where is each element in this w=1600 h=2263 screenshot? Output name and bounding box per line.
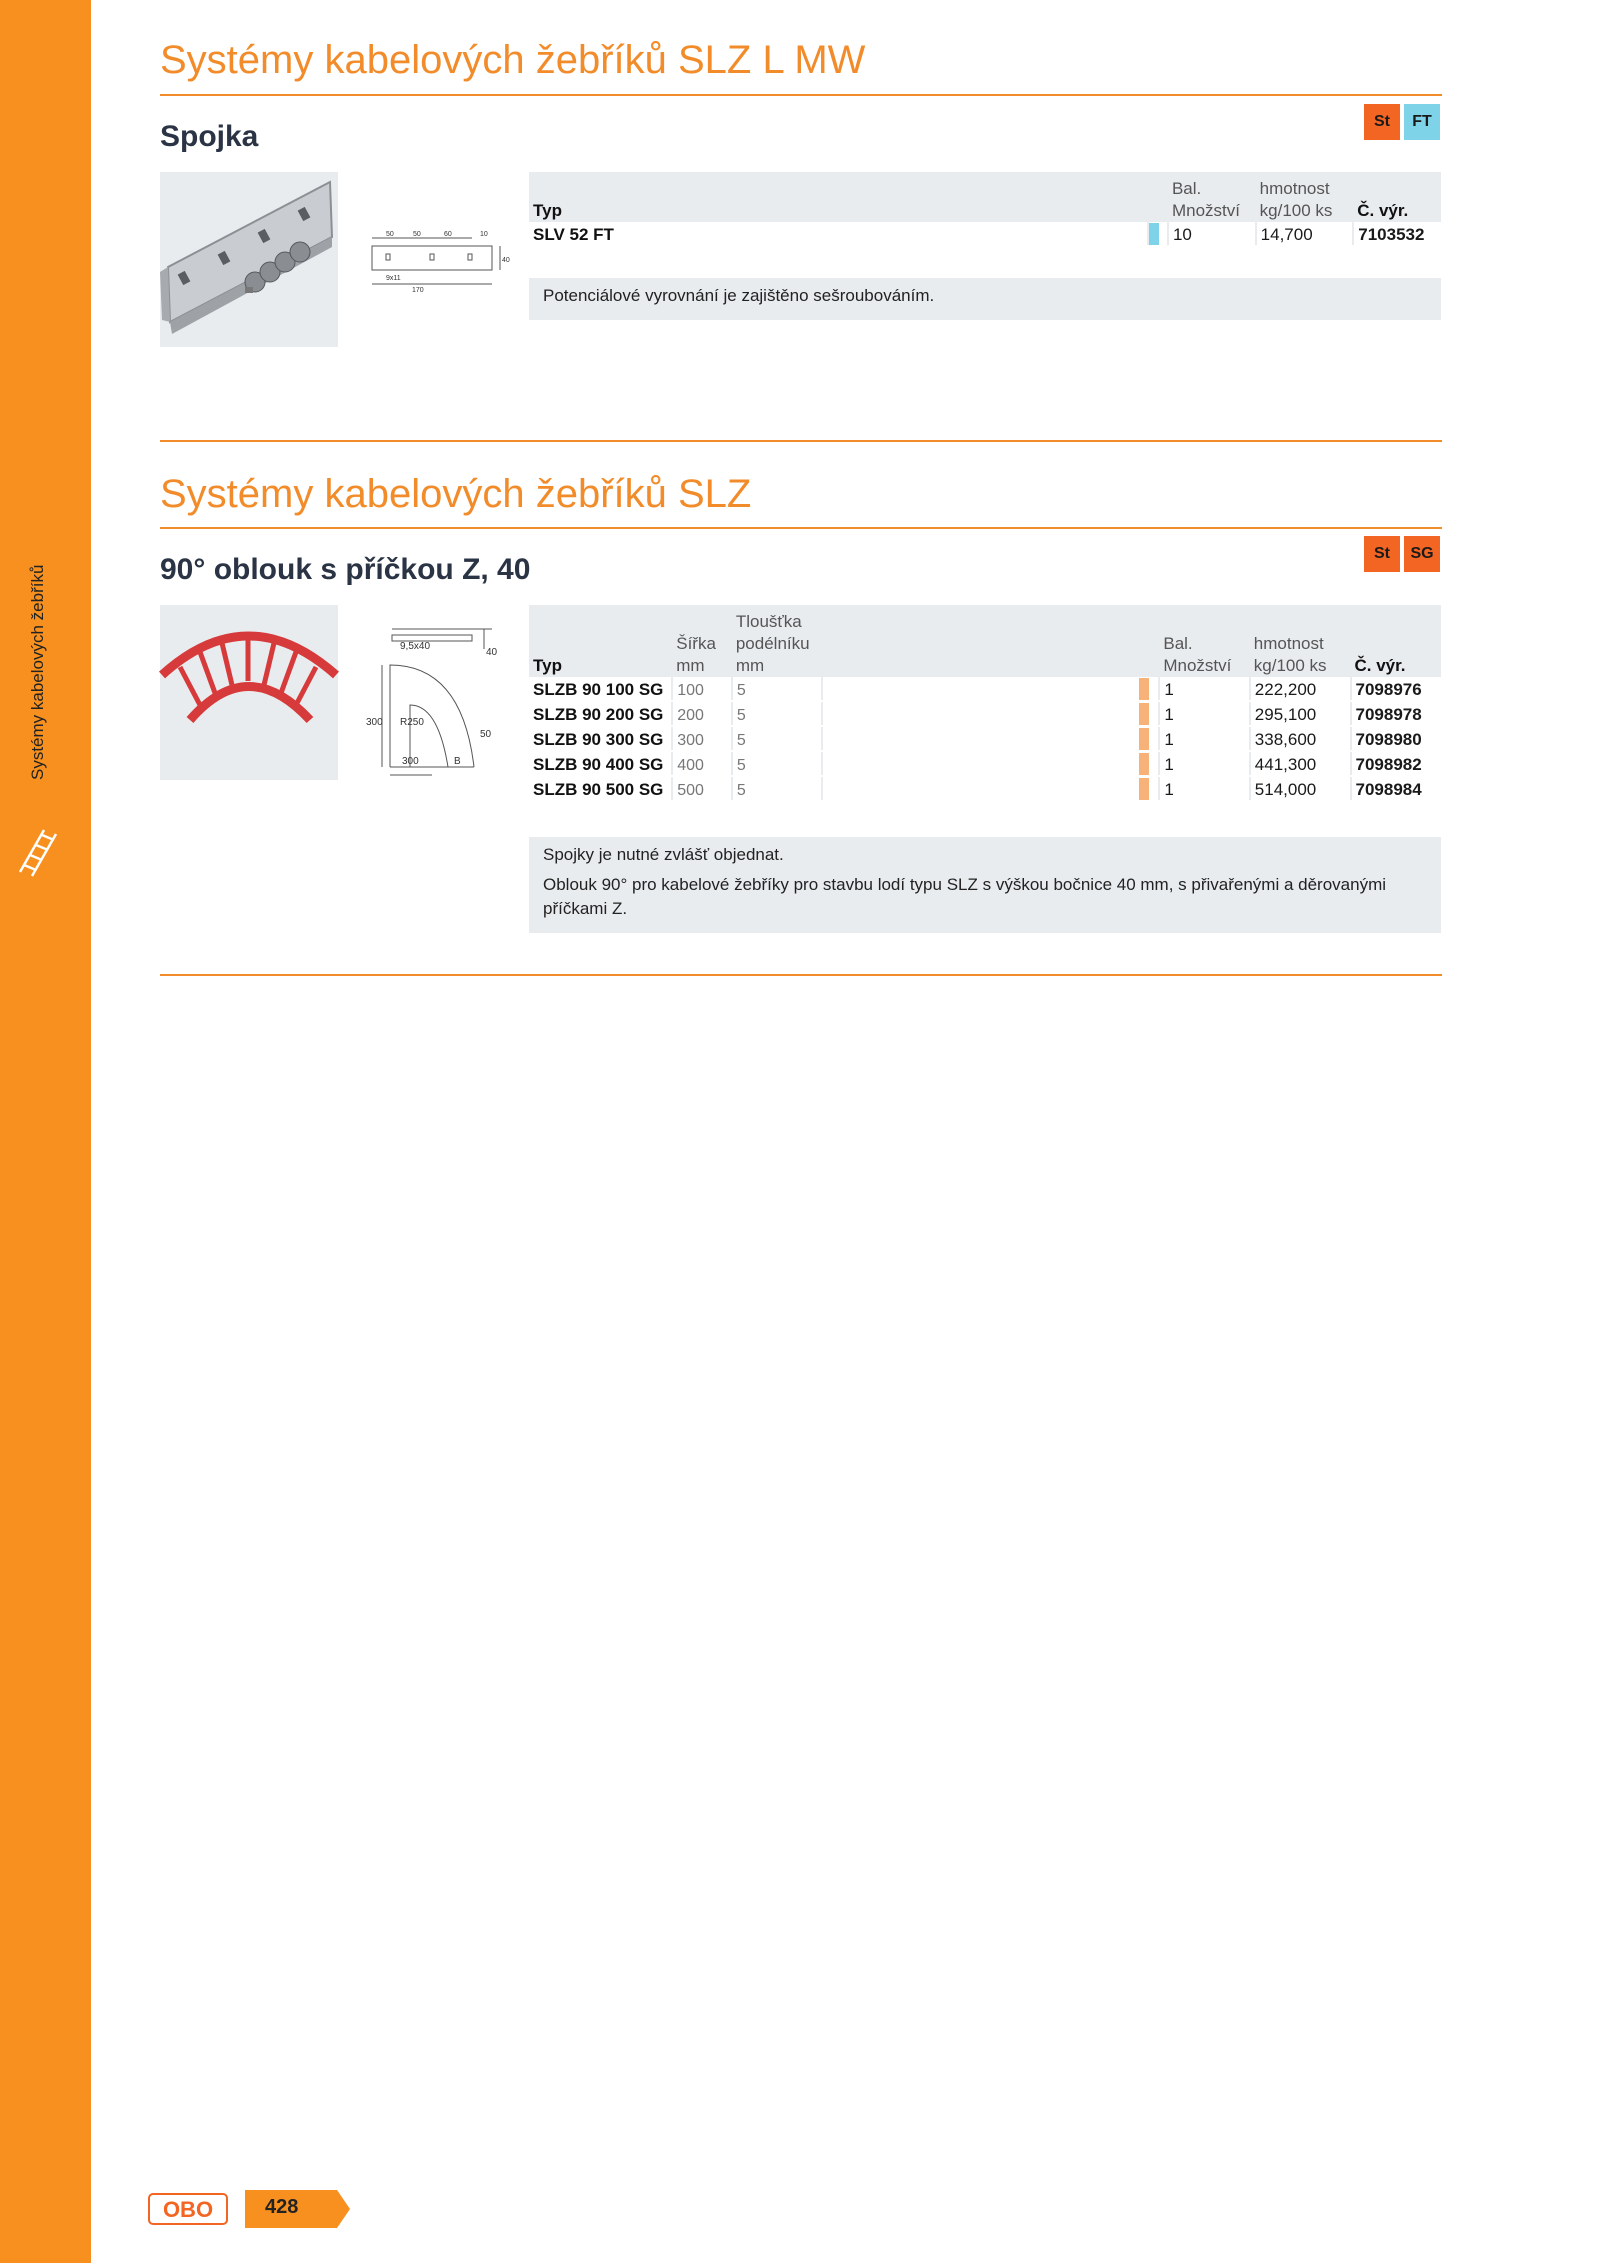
cell-typ: SLZB 90 400 SG [529, 751, 672, 776]
dim-label: 40 [486, 647, 498, 658]
cell-bal: 1 [1159, 751, 1249, 776]
dim-label: R250 [400, 717, 424, 728]
cell-tloustka: 5 [732, 751, 822, 776]
cell-typ: SLV 52 FT [529, 222, 633, 246]
technical-drawing [368, 230, 508, 300]
note-text: Potenciálové vyrovnání je zajištěno sešroubováním. [543, 286, 935, 305]
cell-sirka: 200 [672, 701, 732, 726]
cell-tloustka: 5 [732, 677, 822, 701]
row-marker [1149, 223, 1159, 245]
cell-bal: 10 [1168, 222, 1256, 246]
section-divider [160, 527, 1442, 529]
note-box [529, 837, 1441, 933]
row-marker [1139, 776, 1160, 801]
table-row [529, 726, 1441, 751]
note-text: Spojky je nutné zvlášť objednat. [543, 845, 784, 864]
dim-label: 40 [502, 257, 510, 264]
dim-label: 300 [366, 717, 383, 728]
cell-typ: SLZB 90 100 SG [529, 677, 672, 701]
row-marker [1139, 726, 1160, 751]
table-row [529, 222, 1441, 246]
col-hmotnost: hmotnost kg/100 ks [1256, 172, 1354, 222]
dim-label: 9,5x40 [400, 641, 431, 652]
table-header [529, 172, 1441, 222]
cell-bal: 1 [1159, 677, 1249, 701]
cell-tloustka: 5 [732, 726, 822, 751]
connector-photo [160, 172, 338, 347]
cell-cvyr: 7103532 [1353, 222, 1441, 246]
table-row [529, 776, 1441, 801]
spec-table [529, 172, 1441, 247]
cell-hmotnost: 338,600 [1250, 726, 1351, 751]
cell-tloustka: 5 [732, 701, 822, 726]
section-divider [160, 94, 1442, 96]
row-marker [1139, 701, 1160, 726]
cell-typ: SLZB 90 200 SG [529, 701, 672, 726]
cell-sirka: 400 [672, 751, 732, 776]
cell-hmotnost: 222,200 [1250, 677, 1351, 701]
product-photo [160, 605, 338, 780]
table-row [529, 677, 1441, 701]
dim-label: 10 [480, 231, 488, 238]
cell-bal: 1 [1159, 701, 1249, 726]
finish-badge: SG [1404, 536, 1440, 572]
spec-table [529, 605, 1441, 802]
dim-label: B [454, 756, 461, 767]
product-title: 90° oblouk s příčkou Z, 40 [160, 553, 531, 586]
cell-cvyr: 7098980 [1351, 726, 1442, 751]
cell-typ: SLZB 90 500 SG [529, 776, 672, 801]
dim-label: 50 [413, 231, 421, 238]
sidebar [0, 0, 91, 2263]
page-number: 428 [265, 2196, 299, 2218]
dim-label: 50 [480, 729, 492, 740]
cell-bal: 1 [1159, 776, 1249, 801]
cell-empty [822, 751, 1139, 776]
finish-badge: FT [1404, 104, 1440, 140]
table-header [529, 605, 1441, 677]
cell-cvyr: 7098978 [1351, 701, 1442, 726]
col-tloustka: Tloušťka podélníku mm [732, 605, 822, 677]
cell-empty [822, 701, 1139, 726]
col-cvyr: Č. výr. [1353, 172, 1441, 222]
cell-cvyr: 7098982 [1351, 751, 1442, 776]
obo-logo [148, 2193, 228, 2225]
cell-hmotnost: 14,700 [1256, 222, 1354, 246]
cell-sirka: 100 [672, 677, 732, 701]
cell-hmotnost: 295,100 [1250, 701, 1351, 726]
ladder-icon [14, 820, 62, 880]
cell-tloustka: 5 [732, 776, 822, 801]
cell-empty [822, 677, 1139, 701]
row-marker [1139, 677, 1160, 701]
cell-hmotnost: 441,300 [1250, 751, 1351, 776]
col-cvyr: Č. výr. [1351, 605, 1442, 677]
cell-sirka: 300 [672, 726, 732, 751]
dim-label: 170 [412, 287, 424, 294]
col-sirka: Šířka mm [672, 605, 732, 677]
cell-cvyr: 7098976 [1351, 677, 1442, 701]
svg-text:OBO: OBO [162, 2197, 214, 2222]
product-photo [160, 172, 338, 347]
section-title: Systémy kabelových žebříků SLZ [160, 472, 752, 516]
col-bal: Bal. Množství [1168, 172, 1256, 222]
col-typ: Typ [529, 172, 633, 222]
col-hmotnost: hmotnost kg/100 ks [1250, 605, 1351, 677]
note-box [529, 278, 1441, 320]
cell-empty [822, 776, 1139, 801]
cell-sirka: 500 [672, 776, 732, 801]
col-bal: Bal. Množství [1159, 605, 1249, 677]
product-title: Spojka [160, 120, 259, 153]
dim-label: 50 [386, 231, 394, 238]
dim-label: 300 [402, 756, 419, 767]
cell-typ: SLZB 90 300 SG [529, 726, 672, 751]
note-text: Oblouk 90° pro kabelové žebříky pro stavbu lodí typu SLZ s výškou bočnice 40 mm, s přivařenými a děrovanými příčkami Z. [543, 875, 1387, 918]
bend-photo [160, 605, 338, 780]
table-row [529, 701, 1441, 726]
cell-bal: 1 [1159, 726, 1249, 751]
row-marker [1139, 751, 1160, 776]
dim-label: 9x11 [386, 275, 401, 282]
col-typ: Typ [529, 605, 672, 677]
sidebar-label: Systémy kabelových žebříků [28, 564, 47, 780]
cell-hmotnost: 514,000 [1250, 776, 1351, 801]
section-title: Systémy kabelových žebříků SLZ L MW [160, 38, 866, 82]
section-divider [160, 440, 1442, 442]
technical-drawing [362, 625, 498, 775]
material-badge: St [1364, 104, 1400, 140]
dim-label: 60 [444, 231, 452, 238]
section-divider [160, 974, 1442, 976]
cell-cvyr: 7098984 [1351, 776, 1442, 801]
table-row [529, 751, 1441, 776]
cell-empty [822, 726, 1139, 751]
material-badge: St [1364, 536, 1400, 572]
